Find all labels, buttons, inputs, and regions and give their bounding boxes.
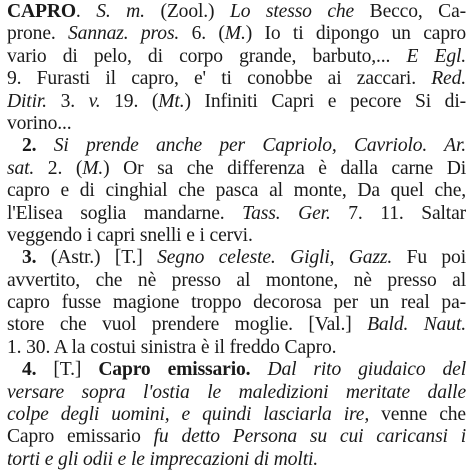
entry-line — [7, 113, 466, 135]
text-segment: capro e di cinghial che pasca al monte, Da quel che, — [7, 180, 466, 202]
text-segment: 2. ( — [34, 157, 83, 179]
text-segment: 9. Furasti il capro, e' ti conobbe ai zaccari. — [7, 68, 432, 90]
text-segment: Capro emissario — [7, 426, 154, 448]
italic-text: S. m. — [96, 1, 145, 22]
italic-text: M. — [224, 23, 246, 45]
text-segment: l'Elisea soglia mandarne. — [7, 202, 243, 224]
text-segment: 19. ( — [100, 90, 159, 112]
entry-line — [7, 247, 466, 269]
entry-line — [7, 225, 466, 247]
entry-line — [7, 135, 466, 157]
italic-text: colpe degli uomini, e quindi lasciarla ire, — [7, 404, 370, 426]
italic-text: Si prende anche per Capriolo, Cavriolo. Ar. — [53, 135, 466, 157]
italic-text: sat. — [7, 157, 35, 179]
text-segment: (Zool.) — [144, 1, 230, 22]
dictionary-entry-capro — [7, 1, 466, 471]
text-segment: Becco, Ca- — [354, 1, 466, 22]
text-segment: avvertito, che nè presso al montone, nè presso al — [7, 269, 466, 291]
italic-text: Tass. Ger. — [242, 202, 331, 224]
text-segment: . — [75, 1, 97, 22]
italic-text: Dal rito giudaico del — [250, 359, 466, 381]
italic-text: M. — [82, 157, 104, 179]
text-segment: prone. — [7, 23, 69, 45]
entry-line — [7, 180, 466, 202]
text-segment: 6. ( — [179, 23, 225, 45]
text-segment: ) Or sa che differenza è dalla carne Di — [103, 157, 466, 179]
bold-text: CAPRO — [7, 1, 76, 22]
text-segment: capro fusse magione troppo decorosa per un real pa- — [7, 292, 466, 314]
bold-text: 3. — [22, 247, 51, 269]
text-segment: [T.] — [53, 359, 99, 381]
entry-line — [7, 68, 466, 90]
italic-text: Red. — [431, 68, 466, 90]
entry-line — [7, 46, 466, 68]
bold-text: Capro emissario. — [98, 359, 251, 381]
entry-line — [7, 203, 466, 225]
text-segment: 7. 11. Saltar — [330, 202, 466, 224]
entry-line — [7, 359, 466, 381]
italic-text: torti e gli odii e le imprecazioni di molti. — [7, 448, 319, 470]
bold-text: 4. — [22, 359, 54, 381]
italic-text: versare sopra l'ostia le maledizioni meritate dalle — [7, 381, 466, 403]
entry-line — [7, 270, 466, 292]
entry-line — [7, 449, 466, 471]
text-segment: 3. — [46, 90, 89, 112]
entry-line — [7, 23, 466, 45]
entry-line — [7, 404, 466, 426]
italic-text: E Egl. — [406, 45, 466, 67]
entry-line — [7, 382, 466, 404]
italic-text: Ditir. — [7, 90, 47, 112]
text-segment: vario di pelo, di corpo grande, barbuto,... — [7, 45, 407, 67]
text-segment: (Astr.) [T.] — [50, 247, 158, 269]
entry-line — [7, 314, 466, 336]
entry-line — [7, 91, 466, 113]
italic-text: Bald. Naut. — [367, 314, 466, 336]
entry-line — [7, 337, 466, 359]
text-segment: ) Io ti dipongo un capro — [245, 23, 466, 45]
entry-line — [7, 426, 466, 448]
italic-text: Sannaz. pros. — [68, 23, 180, 45]
italic-text: fu detto Persona su cui caricansi i — [153, 426, 466, 448]
text-segment: vorino... — [7, 112, 72, 134]
entry-line — [7, 158, 466, 180]
entry-line — [7, 1, 466, 23]
text-segment: Fu poi — [392, 247, 466, 269]
text-segment: venne che — [369, 404, 466, 426]
text-segment: store che vuol prendere moglie. [Val.] — [7, 314, 368, 336]
italic-text: v. — [88, 90, 101, 112]
italic-text: Lo stesso che — [229, 1, 355, 22]
text-segment: ) Infiniti Capri e pecore Si di- — [184, 90, 466, 112]
text-segment: 1. 30. A la costui sinistra è il freddo Capro. — [7, 336, 337, 358]
italic-text: Segno celeste. Gigli, Gazz. — [157, 247, 393, 269]
entry-line — [7, 292, 466, 314]
text-segment: veggendo i capri snelli e i cervi. — [7, 224, 253, 246]
bold-text: 2. — [22, 135, 54, 157]
italic-text: Mt. — [158, 90, 185, 112]
